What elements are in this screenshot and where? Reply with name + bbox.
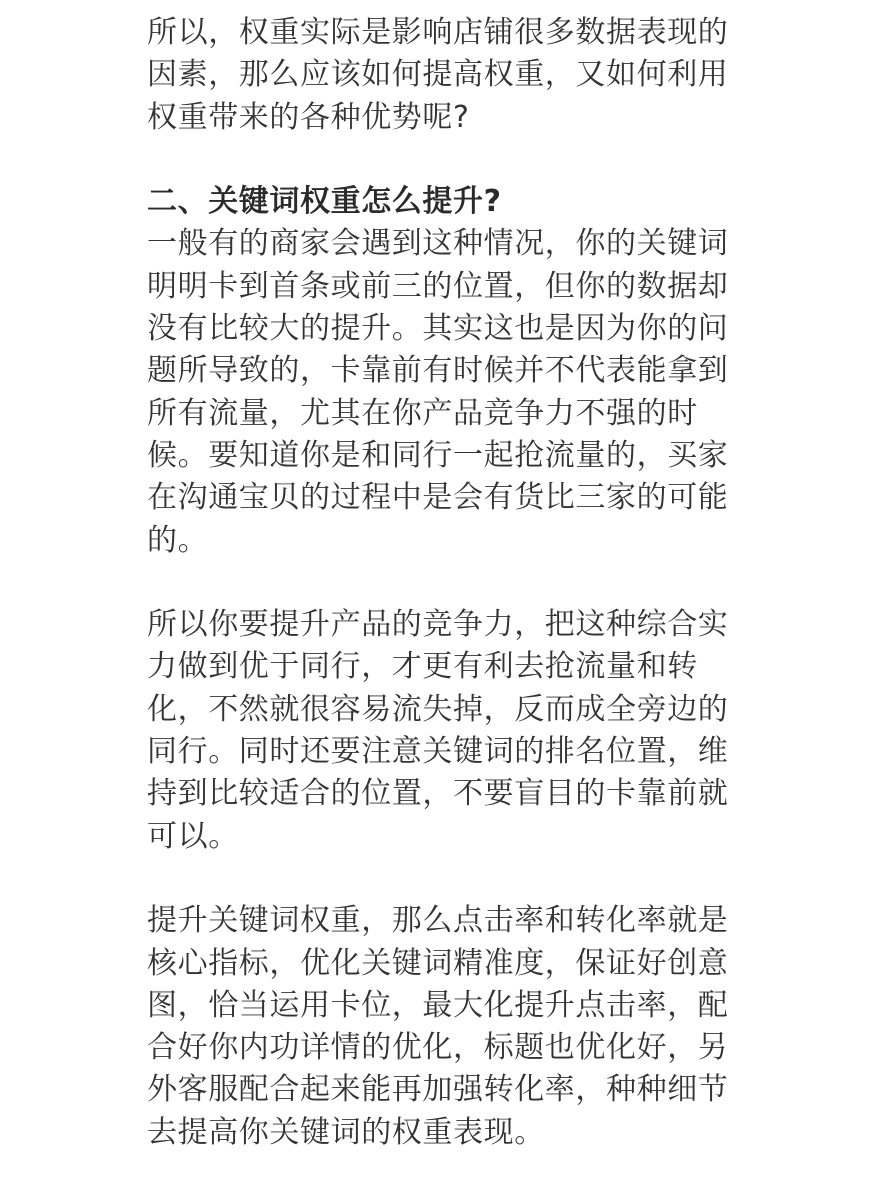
article-body [147, 12, 732, 1154]
text-line: 明明卡到首条或前三的位置，但你的数据却 [147, 268, 729, 304]
paragraph-1 [147, 223, 732, 561]
text-line: 力做到优于同行，才更有利去抢流量和转 [147, 649, 698, 685]
intro-paragraph [147, 12, 732, 139]
text-line: 权重带来的各种优势呢? [147, 99, 470, 135]
text-line: 图，恰当运用卡位，最大化提升点击率，配 [147, 987, 729, 1023]
text-line: 在沟通宝贝的过程中是会有货比三家的可能 [147, 480, 729, 516]
text-line: 因素，那么应该如何提高权重，又如何利用 [147, 57, 729, 93]
text-line: 候。要知道你是和同行一起抢流量的，买家 [147, 437, 729, 473]
text-line: 去提高你关键词的权重表现。 [147, 1114, 545, 1150]
text-line: 提升关键词权重，那么点击率和转化率就是 [147, 903, 729, 939]
text-line: 题所导致的，卡靠前有时候并不代表能拿到 [147, 353, 729, 389]
text-line: 化，不然就很容易流失掉，反而成全旁边的 [147, 691, 729, 727]
text-line: 所以你要提升产品的竞争力，把这种综合实 [147, 607, 729, 643]
text-line: 一般有的商家会遇到这种情况，你的关键词 [147, 226, 729, 262]
paragraph-spacer [147, 139, 732, 181]
text-line: 持到比较适合的位置，不要盲目的卡靠前就 [147, 776, 729, 812]
text-line: 可以。 [147, 818, 239, 854]
text-line: 所有流量，尤其在你产品竞争力不强的时 [147, 395, 698, 431]
text-line: 同行。同时还要注意关键词的排名位置，维 [147, 734, 729, 770]
text-line: 没有比较大的提升。其实这也是因为你的问 [147, 311, 729, 347]
text-line: 所以，权重实际是影响店铺很多数据表现的 [147, 15, 729, 50]
text-line: 核心指标，优化关键词精准度，保证好创意 [147, 945, 729, 981]
paragraph-2 [147, 604, 732, 858]
paragraph-spacer [147, 858, 732, 900]
text-line: 的。 [147, 522, 209, 558]
text-line: 外客服配合起来能再加强转化率，种种细节 [147, 1072, 729, 1108]
section-heading: 二、关键词权重怎么提升? [147, 184, 502, 220]
paragraph-spacer [147, 562, 732, 604]
text-line: 合好你内功详情的优化，标题也优化好，另 [147, 1030, 729, 1066]
paragraph-3 [147, 900, 732, 1154]
